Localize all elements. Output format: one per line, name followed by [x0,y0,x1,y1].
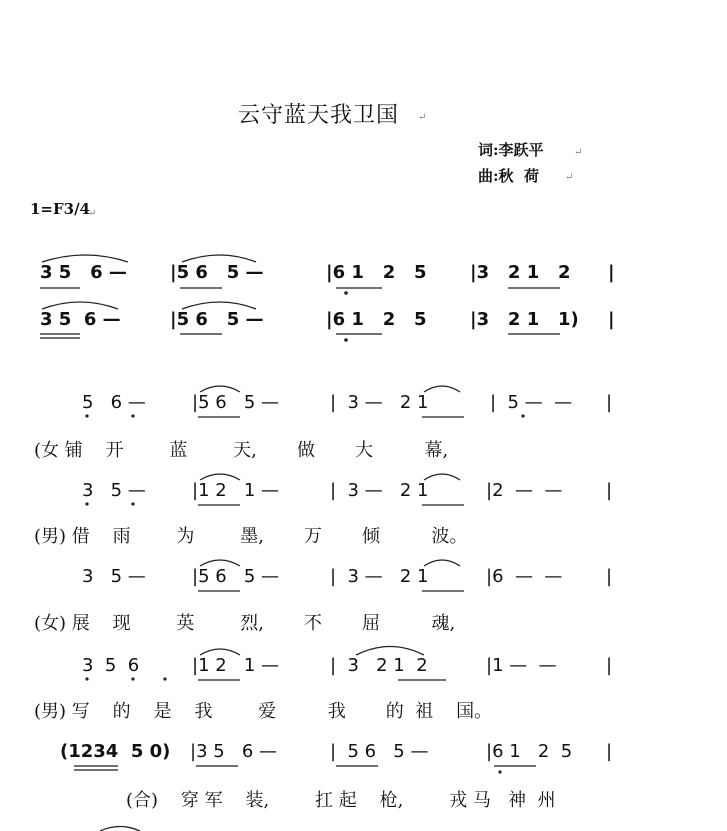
intro-measure: |6 1 2 5 [326,309,427,330]
octave-dot [344,338,348,342]
intro-measure: 3 5 6 — [40,309,121,330]
melody-measure: |6 1 2 5 [486,741,573,762]
octave-dot [163,677,166,680]
intro-measure: |3 2 1 2 [470,262,571,283]
slur-mark [100,827,140,831]
octave-dot [85,677,88,680]
slur-mark [200,560,240,566]
slur-mark [42,255,128,262]
melody-barline: | [606,655,613,676]
slur-mark [182,255,256,262]
slur-mark [42,302,118,309]
intro-barline: | [608,262,615,283]
paragraph-mark-icon: ↵ [88,208,97,219]
octave-dot [85,414,88,417]
melody-measure: |1 — — [486,655,557,676]
paragraph-mark-icon: ↵ [565,172,574,183]
intro-measure: |5 6 5 — [170,262,264,283]
lyricist-credit: 词:李跃平 [478,141,544,159]
intro-measure: |5 6 5 — [170,309,264,330]
melody-measure: |6 — — [486,566,563,587]
melody-barline: | [606,392,613,413]
slur-mark [424,474,460,480]
melody-barline: | [606,566,613,587]
key-signature: 1=F3/4 [30,200,91,218]
slur-mark [200,474,240,480]
slur-mark [182,302,256,309]
paragraph-mark-icon: ↵ [418,112,427,123]
octave-dot [498,770,501,773]
melody-measure: |5 6 5 — [192,392,280,413]
melody-measure: |5 6 5 — [192,566,280,587]
paragraph-mark-icon: ↵ [574,147,583,158]
melody-barline: | [606,741,613,762]
lyric-line: (男) 借 雨 为 墨, 万 倾 波。 [34,526,468,547]
intro-measure: |6 1 2 5 [326,262,427,283]
octave-dot [521,414,524,417]
melody-measure: |3 5 6 — [190,741,278,762]
melody-measure: 3 5 — [82,566,146,587]
song-title: 云守蓝天我卫国 [238,103,400,128]
octave-dot [131,677,134,680]
melody-measure: 3 5 — [82,480,146,501]
slur-mark [200,649,240,655]
melody-measure: (1234 5 0) [60,741,171,762]
octave-dot [131,502,134,505]
melody-measure: | 5 6 5 — [330,741,429,762]
intro-barline: | [608,309,615,330]
octave-dot [85,502,88,505]
melody-measure: |1 2 1 — [192,480,280,501]
lyric-line: (女) 展 现 英 烈, 不 屈 魂, [34,613,456,634]
lyric-line: (女 铺 开 蓝 天, 做 大 幕, [34,440,449,461]
slur-mark [200,386,240,392]
slur-mark [424,386,460,392]
lyric-line: (男) 写 的 是 我 爱 我 的 祖 国。 [34,701,493,722]
octave-dot [344,291,348,295]
lyric-line: (合) 穿 军 装, 扛 起 枪, 戎 马 神 州 [126,790,556,811]
intro-measure: 3 5 6 — [40,262,127,283]
melody-measure: 5 6 — [82,392,146,413]
melody-measure: 3 5 6 [82,655,140,676]
melody-measure: | 3 — 2 1 [330,566,429,587]
melody-measure: | 3 — 2 1 [330,392,429,413]
slur-mark [356,647,424,656]
intro-measure: |3 2 1 1) [470,309,579,330]
melody-measure: | 5 — — [490,392,573,413]
octave-dot [131,414,134,417]
melody-measure: | 3 — 2 1 [330,480,429,501]
melody-measure: |1 2 1 — [192,655,280,676]
melody-measure: |2 — — [486,480,563,501]
melody-barline: | [606,480,613,501]
melody-measure: | 3 2 1 2 [330,655,428,676]
slur-mark [424,560,460,566]
composer-credit: 曲:秋 荷 [478,167,539,185]
